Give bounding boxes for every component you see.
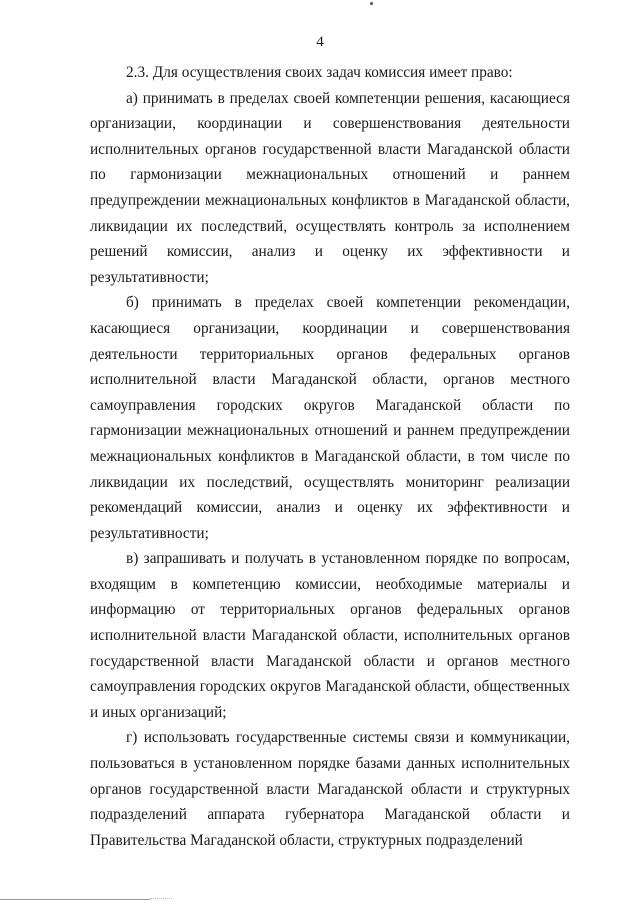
section-heading-2-3: 2.3. Для осуществления своих задач комиссия имеет право: [126, 64, 513, 81]
paragraph-a: а) принимать в пределах своей компетенции решения, касающиеся организации, координации и совершенствования деятельности исполнительных органов государственной власти Магаданской области по гармонизации межнациональных отношений и раннем предупреждении межнациональных конфликтов в Магаданской области, ликвидации их последствий, осуществлять контроль за исполнением решений комиссии, анализ и оценку их эффективности и результативности; [90, 89, 570, 286]
scan-speck [370, 2, 373, 5]
paragraph-b: б) принимать в пределах своей компетенции рекомендации, касающиеся организации, координации и совершенствования деятельности территориальных органов федеральных органов исполнительной власти Магаданской области, органов местного самоуправления городских округов Магаданской области по гармонизации межнациональных отношений и раннем предупреждении межнациональных конфликтов в Магаданской области, в том числе по ликвидации их последствий, осуществлять мониторинг реализации рекомендаций комиссии, анализ и оценку их эффективности и результативности; [90, 294, 570, 542]
paragraph-v: в) запрашивать и получать в установленном порядке по вопросам, входящим в компетенцию комиссии, необходимые материалы и информацию от территориальных органов федеральных органов исполнительной власти Магаданской области, исполнительных органов государственной власти Магаданской области и органов местного самоуправления городских округов Магаданской области, общественных и иных организаций; [90, 550, 570, 721]
footer-rule-dots [150, 898, 172, 899]
page-number: 4 [316, 34, 324, 50]
footer-rule [0, 899, 150, 900]
paragraph-g: г) использовать государственные системы связи и коммуникации, пользоваться в установленном порядке базами данных исполнительных органов государственной власти Магаданской области и структурных подразделений аппарата губернатора Магаданской области и Правительства Магаданской области, структурных подразделений [90, 729, 570, 849]
document-body [90, 60, 570, 853]
